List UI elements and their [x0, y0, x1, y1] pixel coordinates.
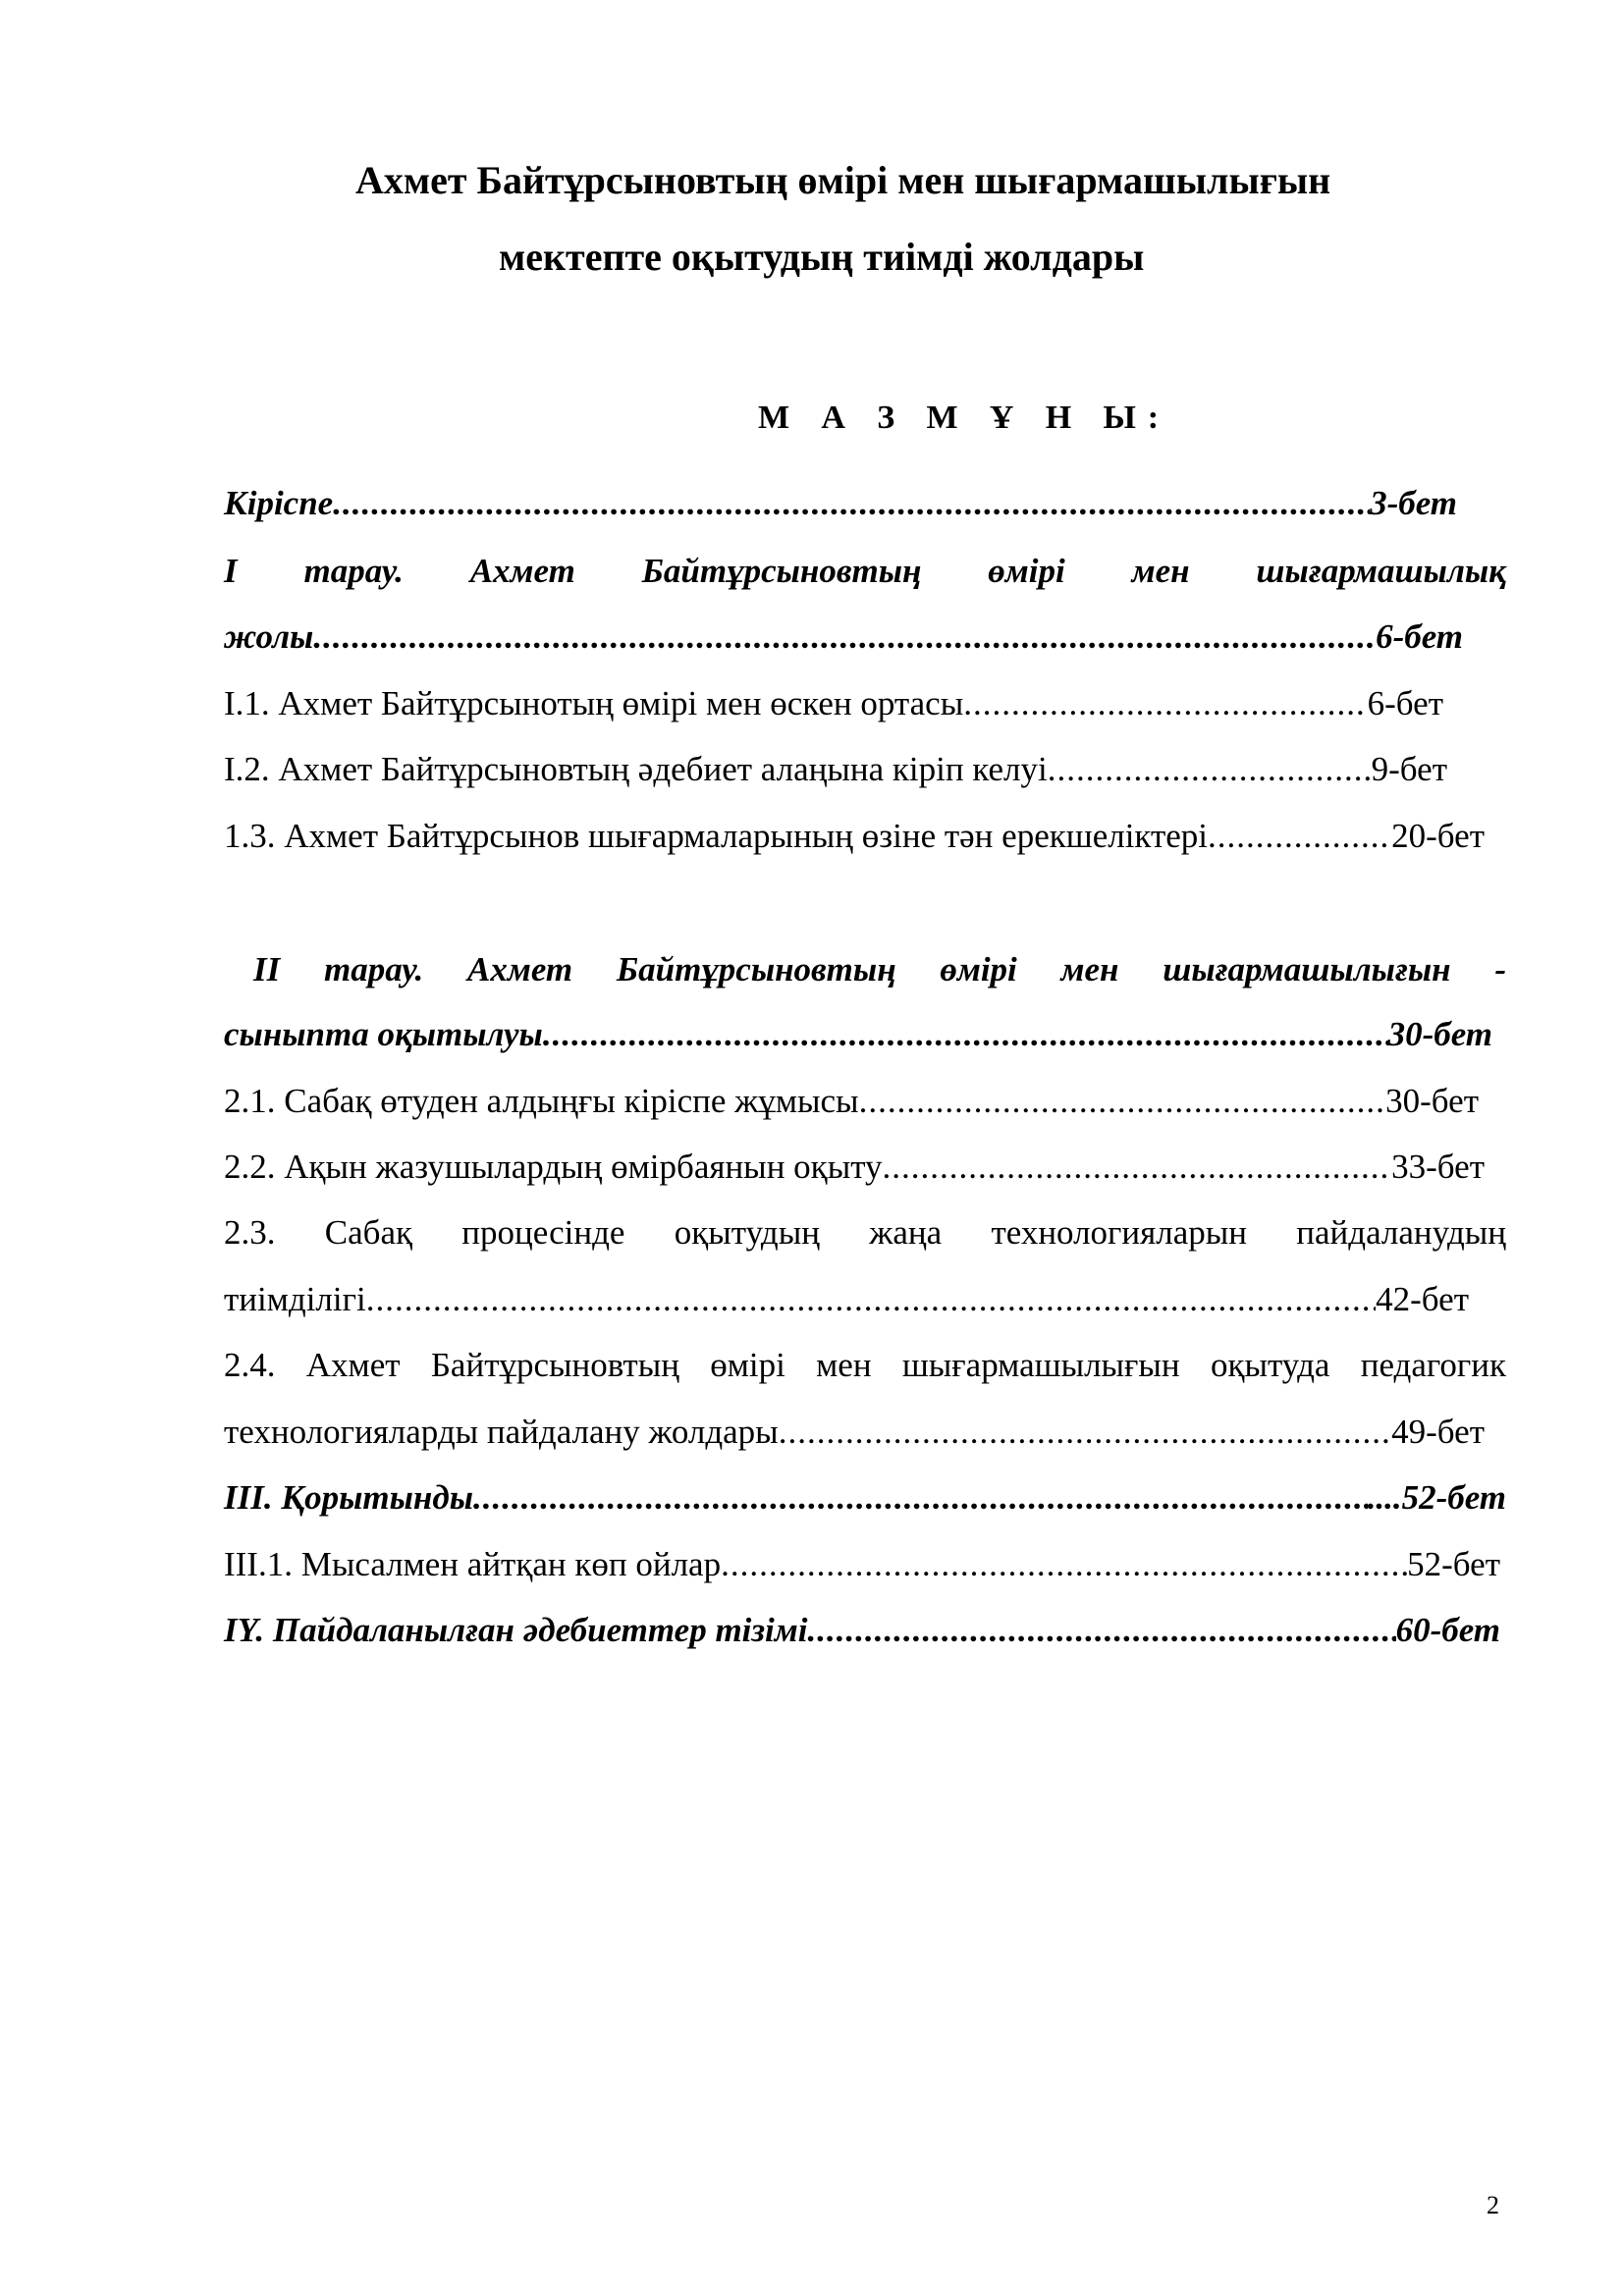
toc-entry-2-1	[224, 1084, 1479, 1118]
toc-entry-1-3	[224, 819, 1485, 853]
toc-entry-page: 60-бет	[1395, 1611, 1500, 1649]
dot-leader	[543, 1017, 1388, 1051]
word: -	[1494, 950, 1506, 988]
word: 2.4.	[224, 1346, 276, 1384]
word: пайдаланудың	[1296, 1213, 1506, 1252]
word: II	[253, 950, 281, 988]
word: тарау.	[323, 950, 424, 988]
word: 2.3.	[224, 1213, 276, 1252]
toc-chapter-2-line-2	[224, 1017, 1492, 1051]
toc-entry-page: ....52-бет	[1367, 1478, 1506, 1517]
dot-leader	[1208, 819, 1391, 853]
toc-entry-page: 9-бет	[1371, 750, 1447, 788]
toc-entry-page: 49-бет	[1391, 1413, 1485, 1451]
toc-chapter-1-line-1	[224, 554, 1506, 588]
toc-entry-page: 6-бет	[1367, 684, 1443, 722]
toc-entry-label: тиімділігі	[224, 1280, 366, 1318]
toc-entry-label: 2.2. Ақын жазушылардың өмірбаянын оқыту	[224, 1148, 883, 1186]
dot-leader	[473, 1480, 1368, 1515]
word: шығармашылығын	[901, 1346, 1180, 1384]
toc-entry-2-3-line-1	[224, 1215, 1506, 1250]
word: өмірі	[940, 950, 1017, 988]
word: оқытуда	[1210, 1346, 1330, 1384]
word: шығармашылық	[1256, 552, 1506, 590]
dot-leader	[721, 1547, 1407, 1581]
title-line-1: Ахмет Байтұрсыновтың өмірі мен шығармашылығын	[355, 158, 1331, 202]
toc-entry-label: сыныпта оқытылуы	[224, 1015, 543, 1053]
toc-entry-1-2	[224, 752, 1447, 786]
dot-leader	[779, 1415, 1391, 1449]
toc-entry-page: 20-бет	[1391, 817, 1485, 855]
toc-chapter-4	[224, 1613, 1500, 1647]
word: технологияларын	[991, 1213, 1247, 1252]
word: Ахмет	[467, 950, 573, 988]
toc-chapter-3	[224, 1480, 1506, 1515]
toc-chapter-1-line-2	[224, 619, 1463, 654]
toc-entry-label: І.2. Ахмет Байтұрсыновтың әдебиет алаңына кіріп келуі	[224, 750, 1048, 788]
dot-leader	[366, 1282, 1376, 1316]
dot-leader	[963, 686, 1367, 721]
toc-entry-page: 6-бет	[1376, 617, 1463, 656]
toc-heading: М А З М Ұ Н Ы:	[758, 400, 1170, 436]
dot-leader	[883, 1149, 1392, 1184]
word: шығармашылығын	[1163, 950, 1451, 988]
word: жаңа	[869, 1213, 943, 1252]
word: Байтұрсыновтың	[616, 950, 896, 988]
word: мен	[1131, 552, 1190, 590]
toc-entry-2-2	[224, 1149, 1485, 1184]
dot-leader	[807, 1613, 1395, 1647]
toc-entry-2-3-line-2	[224, 1282, 1469, 1316]
page-number: 2	[1487, 2191, 1499, 2219]
word: Сабақ	[324, 1213, 412, 1252]
toc-entry-page: 52-бет	[1407, 1545, 1500, 1583]
toc-entry-1-1	[224, 686, 1443, 721]
dot-leader	[859, 1084, 1386, 1118]
word: өмірі	[710, 1346, 785, 1384]
toc-entry-label: Кіріспе	[224, 484, 334, 522]
word: Байтұрсыновтың	[430, 1346, 679, 1384]
dot-leader	[1048, 752, 1372, 786]
title-line-2: мектепте оқытудың тиімді жолдары	[499, 235, 1145, 279]
word: тарау.	[303, 552, 404, 590]
word: оқытудың	[674, 1213, 820, 1252]
toc-entry-label: жолы	[224, 617, 314, 656]
toc-entry-page: 30-бет	[1385, 1082, 1479, 1120]
toc-chapter-2-line-1	[253, 952, 1506, 987]
toc-entry-label: І.1. Ахмет Байтұрсынотың өмірі мен өскен ортасы	[224, 684, 964, 722]
toc-entry-label: технологияларды пайдалану жолдары	[224, 1413, 779, 1451]
word: педагогик	[1360, 1346, 1506, 1384]
toc-entry-label: ІІІ.1. Мысалмен айтқан көп ойлар	[224, 1545, 722, 1583]
word: өмірі	[988, 552, 1065, 590]
word: процесінде	[461, 1213, 625, 1252]
toc-entry-label: 1.3. Ахмет Байтұрсынов шығармаларының өзіне тән ерекшеліктері	[224, 817, 1209, 855]
toc-entry-label: ІY. Пайдаланылған әдебиеттер тізімі	[224, 1611, 808, 1649]
toc-entry-intro	[224, 486, 1457, 520]
word: Ахмет	[305, 1346, 401, 1384]
toc-entry-page: 42-бет	[1376, 1280, 1469, 1318]
word: мен	[816, 1346, 872, 1384]
word: Ахмет	[469, 552, 575, 590]
word: I	[224, 552, 238, 590]
word: Байтұрсыновтың	[641, 552, 922, 590]
toc-entry-2-4-line-1	[224, 1348, 1506, 1382]
toc-entry-3-1	[224, 1547, 1500, 1581]
word: мен	[1060, 950, 1119, 988]
dot-leader	[313, 619, 1376, 654]
toc-entry-page: 3-бет	[1370, 484, 1457, 522]
toc-entry-label: ІІІ. Қорытынды	[224, 1478, 473, 1517]
dot-leader	[333, 486, 1370, 520]
toc-entry-page: 30-бет	[1387, 1015, 1492, 1053]
toc-entry-label: 2.1. Сабақ өтуден алдыңғы кіріспе жұмысы	[224, 1082, 859, 1120]
toc-entry-2-4-line-2	[224, 1415, 1485, 1449]
toc-entry-page: 33-бет	[1391, 1148, 1485, 1186]
